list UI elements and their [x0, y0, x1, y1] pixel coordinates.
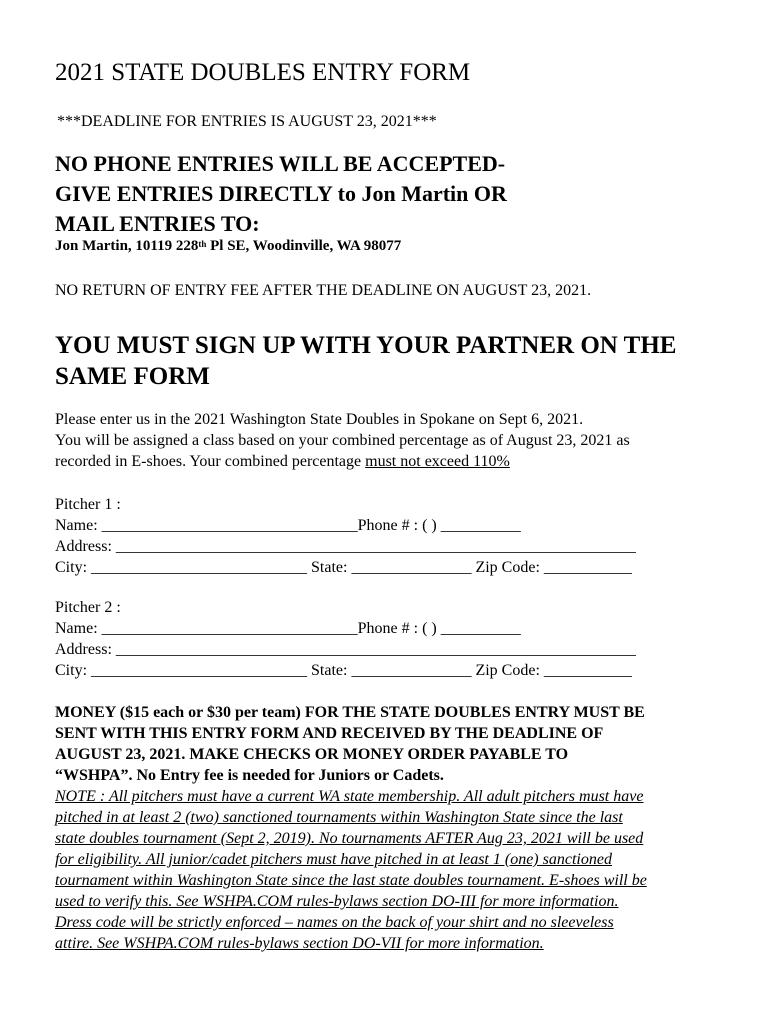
form-title: 2021 STATE DOUBLES ENTRY FORM: [55, 59, 471, 86]
partner-line: SAME FORM: [55, 363, 210, 390]
notice-line: MAIL ENTRIES TO:: [55, 211, 260, 236]
notice-line: NO PHONE ENTRIES WILL BE ACCEPTED-: [55, 151, 506, 176]
submission-notice: [55, 149, 507, 239]
entry-statement: [55, 409, 630, 472]
name-phone-field[interactable]: Name: ________________________________Phone # : ( ) __________: [55, 620, 521, 637]
percentage-limit: must not exceed 110%: [365, 453, 510, 470]
mail-address-ordinal: th: [198, 239, 207, 249]
pitcher-2-section: [55, 597, 636, 681]
intro-line3-text: recorded in E-shoes. Your combined percentage: [55, 453, 366, 470]
address-field[interactable]: Address: _________________________________________________________________: [55, 641, 636, 658]
name-phone-field[interactable]: Name: ________________________________Phone # : ( ) __________: [55, 517, 521, 534]
note-line: state doubles tournament (Sept 2, 2019). No tournaments AFTER Aug 23, 2021 will be used: [55, 830, 644, 847]
note-line: tournament within Washington State since the last state doubles tournament. E-shoes will be: [55, 872, 647, 889]
pitcher-heading: Pitcher 1 :: [55, 496, 121, 513]
mail-address-prefix: Jon Martin, 10119 228: [55, 238, 199, 254]
note-line: NOTE : All pitchers must have a current WA state membership. All adult pitchers must have: [55, 788, 644, 805]
deadline-notice: ***DEADLINE FOR ENTRIES IS AUGUST 23, 2021***: [57, 113, 437, 130]
money-line: “WSHPA”. No Entry fee is needed for Juniors or Cadets.: [55, 767, 444, 784]
intro-line: Please enter us in the 2021 Washington State Doubles in Spokane on Sept 6, 2021.: [55, 411, 584, 428]
intro-line: You will be assigned a class based on your combined percentage as of August 23, 2021 as: [55, 432, 630, 449]
entry-fee-notice: [55, 702, 645, 786]
money-line: SENT WITH THIS ENTRY FORM AND RECEIVED BY THE DEADLINE OF: [55, 725, 604, 742]
note-line: Dress code will be strictly enforced – names on the back of your shirt and no sleeveless: [55, 914, 614, 931]
note-line: for eligibility. All junior/cadet pitchers must have pitched in at least 1 (one) sanctioned: [55, 851, 612, 868]
city-state-zip-field[interactable]: City: ___________________________ State: _______________ Zip Code: ___________: [55, 559, 632, 576]
money-line: AUGUST 23, 2021. MAKE CHECKS OR MONEY ORDER PAYABLE TO: [55, 746, 569, 763]
no-refund-notice: NO RETURN OF ENTRY FEE AFTER THE DEADLINE ON AUGUST 23, 2021.: [55, 282, 592, 299]
note-line: pitched in at least 2 (two) sanctioned tournaments within Washington State since the last: [55, 809, 623, 826]
intro-line: [55, 451, 630, 472]
mail-address: [55, 236, 401, 256]
note-line: attire. See WSHPA.COM rules-bylaws section DO-VII for more information.: [55, 935, 544, 952]
mail-address-suffix: Pl SE, Woodinville, WA 98077: [206, 238, 402, 254]
city-state-zip-field[interactable]: City: ___________________________ State: _______________ Zip Code: ___________: [55, 662, 632, 679]
partner-requirement: [55, 330, 676, 392]
money-line: MONEY ($15 each or $30 per team) FOR THE STATE DOUBLES ENTRY MUST BE: [55, 704, 645, 721]
notice-line: GIVE ENTRIES DIRECTLY to Jon Martin OR: [55, 181, 507, 206]
eligibility-note: [55, 786, 647, 954]
pitcher-1-section: [55, 494, 636, 578]
address-field[interactable]: Address: _________________________________________________________________: [55, 538, 636, 555]
note-line: used to verify this. See WSHPA.COM rules-bylaws section DO-III for more information.: [55, 893, 619, 910]
pitcher-heading: Pitcher 2 :: [55, 599, 121, 616]
partner-line: YOU MUST SIGN UP WITH YOUR PARTNER ON THE: [55, 332, 677, 359]
